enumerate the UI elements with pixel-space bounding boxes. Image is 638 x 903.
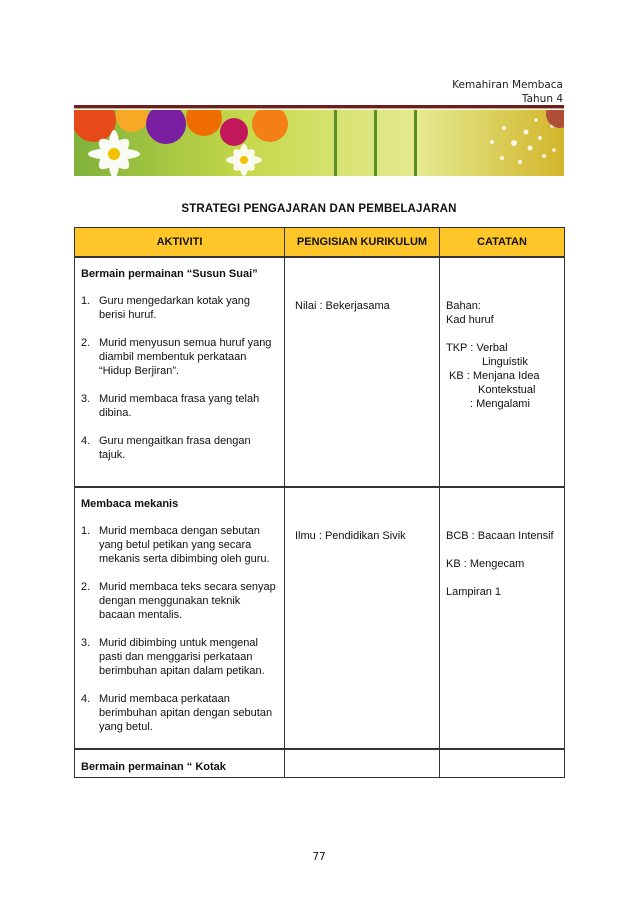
step-text: Guru mengaitkan frasa dengan tajuk.: [99, 435, 251, 461]
flower-banner: [74, 110, 564, 176]
activity-steps: [81, 524, 278, 734]
note-line: BCB : Bacaan Intensif: [446, 530, 554, 542]
kurikulum-text: Ilmu : Pendidikan Sivik: [295, 530, 406, 542]
step-number: 4.: [81, 435, 91, 447]
step-text: Murid membaca perkataan berimbuhan apitan dengan sebutan yang betul.: [99, 693, 273, 733]
table-row: [75, 749, 565, 777]
aktiviti-cell: [75, 487, 285, 749]
header-pengisian-kurikulum: PENGISIAN KURIKULUM: [285, 228, 440, 258]
table-row: [75, 487, 565, 749]
note-line: Bahan:: [446, 300, 481, 312]
flower-banner-image: [74, 110, 564, 176]
step-text: Murid dibimbing untuk mengenal pasti dan menggarisi perkataan berimbuhan apitan dalam petikan.: [99, 637, 265, 677]
aktiviti-cell: [75, 749, 285, 777]
step-text: Guru mengedarkan kotak yang berisi huruf.: [99, 295, 251, 321]
activity-title: Bermain permainan “Susun Suai”: [81, 268, 258, 280]
note-line: KB : Menjana Idea: [449, 370, 540, 382]
step-text: Murid membaca teks secara senyap dengan menggunakan teknik bacaan mentalis.: [99, 581, 276, 621]
step-number: 3.: [81, 393, 91, 405]
catatan-cell: [440, 257, 565, 487]
list-item: [81, 580, 278, 622]
step-number: 1.: [81, 525, 91, 537]
header-year: Tahun 4: [521, 93, 563, 105]
page-number: 77: [312, 851, 326, 863]
note-spacer: [446, 571, 558, 585]
catatan-notes: [446, 529, 558, 599]
kurikulum-cell: [285, 487, 440, 749]
list-item: [81, 392, 278, 420]
table-row: [75, 257, 565, 487]
note-line: Kontekstual: [478, 384, 536, 396]
step-number: 4.: [81, 693, 91, 705]
note-line: TKP : Verbal: [446, 342, 508, 354]
activity-title: Membaca mekanis: [81, 498, 179, 510]
list-item: [81, 434, 278, 462]
page-header: [452, 78, 563, 106]
step-text: Murid membaca frasa yang telah dibina.: [99, 393, 260, 419]
step-number: 3.: [81, 637, 91, 649]
header-subject: Kemahiran Membaca: [452, 79, 563, 91]
catatan-notes: [446, 299, 558, 411]
kurikulum-text: Nilai : Bekerjasama: [295, 300, 390, 312]
table-header-row: [75, 228, 565, 258]
activity-title: Bermain permainan “ Kotak: [81, 761, 226, 773]
activity-steps: [81, 294, 278, 462]
step-number: 2.: [81, 337, 91, 349]
header-rule-accent: [74, 108, 564, 109]
aktiviti-cell: [75, 257, 285, 487]
list-item: [81, 294, 278, 322]
note-line: Lampiran 1: [446, 586, 502, 598]
page-title: STRATEGI PENGAJARAN DAN PEMBELAJARAN: [181, 203, 457, 215]
note-line: : Mengalami: [470, 398, 530, 410]
kurikulum-cell: [285, 257, 440, 487]
step-text: Murid menyusun semua huruf yang diambil membentuk perkataan “Hidup Berjiran”.: [99, 337, 272, 377]
header-aktiviti: AKTIVITI: [75, 228, 285, 258]
catatan-cell: [440, 749, 565, 777]
note-line: KB : Mengecam: [446, 558, 525, 570]
note-line: Linguistik: [482, 356, 528, 368]
list-item: [81, 692, 278, 734]
step-number: 1.: [81, 295, 91, 307]
list-item: [81, 336, 278, 378]
catatan-cell: [440, 487, 565, 749]
list-item: [81, 636, 278, 678]
note-spacer: [446, 543, 558, 557]
step-number: 2.: [81, 581, 91, 593]
list-item: [81, 524, 278, 566]
lesson-table: [74, 227, 565, 778]
note-spacer: [446, 327, 558, 341]
header-catatan: CATATAN: [440, 228, 565, 258]
step-text: Murid membaca dengan sebutan yang betul petikan yang secara mekanis serta dibimbing oleh guru.: [99, 525, 270, 565]
note-line: Kad huruf: [446, 314, 494, 326]
kurikulum-cell: [285, 749, 440, 777]
